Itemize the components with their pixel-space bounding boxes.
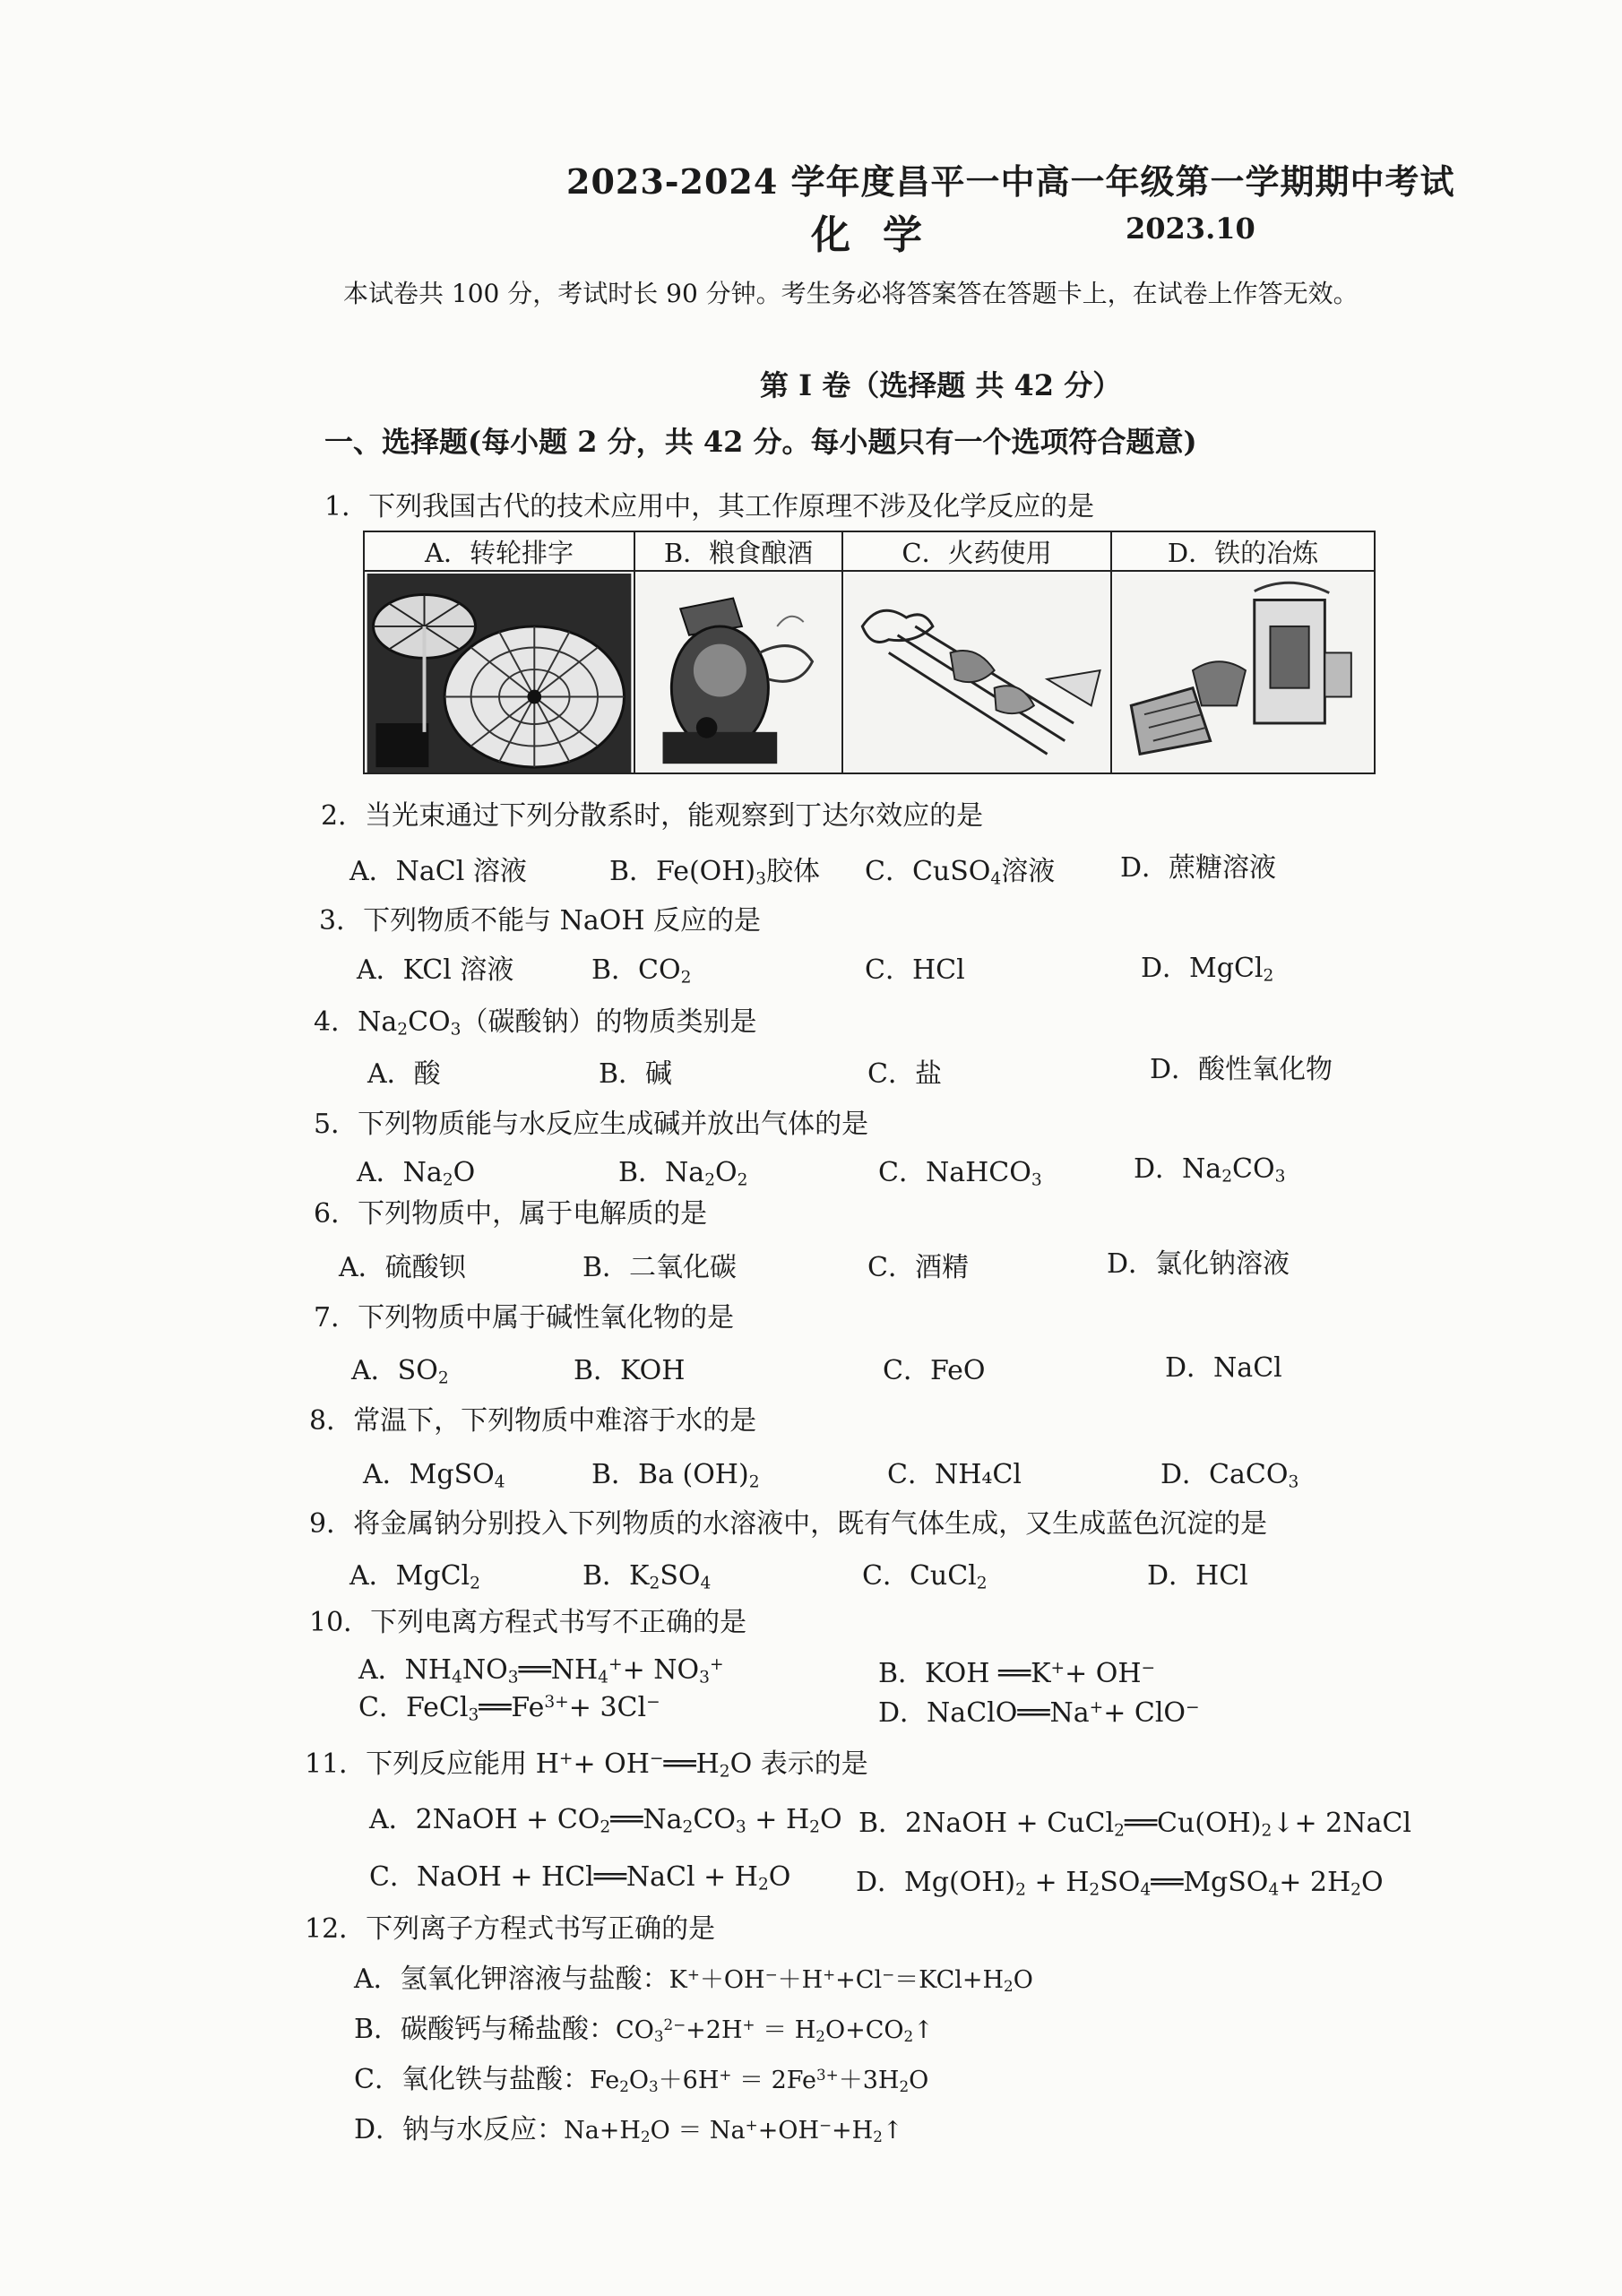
question-9-option-b: B．$K_2SO_4$ bbox=[582, 1560, 712, 1593]
question-8-option-b: B．Ba $(OH)_2$ bbox=[591, 1459, 760, 1492]
table-header-b: B．粮食酿酒 bbox=[635, 532, 841, 572]
subject-title: 化学 bbox=[811, 212, 954, 258]
question-12-equation-a: $K^++OH^-+H^++Cl^-=KCl+H_2O$ bbox=[669, 1964, 1033, 1996]
question-4-option-b: B．碱 bbox=[599, 1058, 673, 1090]
question-11-option-c: C．NaOH + HCl══NaCl + $H_2O$ bbox=[369, 1861, 791, 1895]
table-cell-b bbox=[634, 532, 841, 773]
question-2-option-a: A．NaCl 溶液 bbox=[349, 856, 527, 887]
table-cell-c bbox=[841, 532, 1110, 773]
question-6-option-b: B．二氧化碳 bbox=[582, 1252, 738, 1283]
question-3-option-b: B．$CO_2$ bbox=[591, 954, 692, 988]
question-4-option-a: A．酸 bbox=[367, 1058, 441, 1090]
table-header-d: D．铁的冶炼 bbox=[1112, 532, 1374, 572]
table-header-a: A．转轮排字 bbox=[365, 532, 634, 572]
question-6-option-c: C．酒精 bbox=[867, 1252, 969, 1283]
question-11-option-a: A．2NaOH + $CO_2══Na_2CO_3 + H_2O$ bbox=[369, 1804, 842, 1837]
question-12-label-b: B．碳酸钙与稀盐酸： bbox=[354, 2014, 617, 2045]
question-4-option-d: D．酸性氧化物 bbox=[1150, 1054, 1333, 1085]
question-5-option-c: C．NaHCO$_3$ bbox=[878, 1157, 1042, 1190]
question-9-option-c: C．CuCl$_2$ bbox=[862, 1560, 988, 1593]
question-11-option-b: B．2NaOH + $CuCl_2══Cu(OH)_2↓+$ 2NaCl bbox=[858, 1808, 1411, 1841]
iron-smelting-image bbox=[1112, 574, 1374, 773]
question-6-option-d: D．氯化钠溶液 bbox=[1107, 1248, 1290, 1280]
question-10-option-d: D．NaClO══Na++ ClO− bbox=[878, 1697, 1200, 1729]
question-2-stem: 2．当光束通过下列分散系时，能观察到丁达尔效应的是 bbox=[321, 800, 984, 832]
question-12-label-a: A．氢氧化钾溶液与盐酸： bbox=[354, 1964, 669, 1995]
question-5-option-a: A．$Na_2O$ bbox=[357, 1157, 476, 1190]
question-4-option-c: C．盐 bbox=[867, 1058, 942, 1090]
question-12-option-a bbox=[354, 1956, 1033, 1996]
question-3-option-c: C．HCl bbox=[865, 954, 965, 986]
question-7-stem: 7．下列物质中属于碱性氧化物的是 bbox=[314, 1302, 735, 1334]
question-12-label-c: C．氧化铁与盐酸： bbox=[354, 2064, 590, 2095]
question-9-option-a: A．MgCl$_2$ bbox=[349, 1560, 480, 1593]
table-header-c: C．火药使用 bbox=[843, 532, 1110, 572]
question-8-option-d: D．CaCO$_3$ bbox=[1160, 1459, 1299, 1492]
question-8-stem: 8．常温下，下列物质中难溶于水的是 bbox=[309, 1405, 757, 1437]
question-2-option-d: D．蔗糖溶液 bbox=[1120, 852, 1277, 884]
question-10-option-a: A．$NH_4NO_3══NH_4^++ NO_3^+$ bbox=[358, 1654, 724, 1687]
question-6-option-a: A．硫酸钡 bbox=[339, 1252, 466, 1283]
table-cell-d bbox=[1110, 532, 1374, 773]
question-12-label-d: D．钠与水反应： bbox=[354, 2114, 565, 2145]
grain-brewing-image bbox=[635, 574, 841, 773]
question-8-option-a: A．MgSO$_4$ bbox=[363, 1459, 505, 1492]
exam-title: 2023-2024 学年度昌平一中高一年级第一学期期中考试 bbox=[566, 161, 1455, 202]
question-7-option-d: D．NaCl bbox=[1165, 1352, 1282, 1384]
question-12-option-b bbox=[354, 2007, 934, 2046]
question-3-option-d: D．MgCl$_2$ bbox=[1141, 953, 1274, 986]
question-11-option-d: D．$Mg(OH)_2$ + $H_2SO_4══MgSO_4+ 2H_2O$ bbox=[856, 1867, 1384, 1900]
question-4-stem-text: （碳酸钠）的物质类别是 bbox=[461, 1006, 757, 1038]
question-12-equation-c: $Fe_2O_3+6H^+ = 2Fe^{3+}+3H_2O$ bbox=[589, 2065, 929, 2096]
section-title: 一、选择题(每小题 2 分，共 42 分。每小题只有一个选项符合题意) bbox=[324, 425, 1197, 459]
question-4-stem: 4．$Na_2CO_3$（碳酸钠）的物质类别是 bbox=[314, 1006, 757, 1040]
question-12-stem: 12．下列离子方程式书写正确的是 bbox=[305, 1913, 716, 1945]
question-7-option-b: B．KOH bbox=[574, 1355, 686, 1386]
question-12-option-c bbox=[354, 2057, 928, 2096]
question-11-stem: 11．下列反应能用 $H^++ OH^-══H_2O$ 表示的是 bbox=[305, 1748, 868, 1782]
question-9-stem: 9．将金属钠分别投入下列物质的水溶液中，既有气体生成，又生成蓝色沉淀的是 bbox=[309, 1508, 1268, 1540]
question-5-option-d: D．$Na_2CO_3$ bbox=[1134, 1153, 1286, 1187]
question-1-stem: 1．下列我国古代的技术应用中，其工作原理不涉及化学反应的是 bbox=[324, 491, 1095, 522]
question-5-stem: 5．下列物质能与水反应生成碱并放出气体的是 bbox=[314, 1109, 869, 1140]
question-12-equation-d: $Na+H_2O$ ＝ $Na^++OH^-+H_2↑$ bbox=[564, 2115, 903, 2146]
question-6-stem: 6．下列物质中，属于电解质的是 bbox=[314, 1198, 708, 1230]
question-3-stem: 3．下列物质不能与 NaOH 反应的是 bbox=[319, 905, 762, 937]
question-7-option-c: C．FeO bbox=[883, 1355, 986, 1386]
question-11-stem-text: 表示的是 bbox=[760, 1748, 868, 1780]
question-10-stem: 10．下列电离方程式书写不正确的是 bbox=[309, 1607, 747, 1638]
exam-instructions: 本试卷共 100 分，考试时长 90 分钟。考生务必将答案答在答题卡上，在试卷上作答无效。 bbox=[343, 279, 1359, 308]
question-8-option-c: C．NH₄Cl bbox=[887, 1459, 1022, 1490]
question-12-equation-b: $CO_3^{2-}+2H^+$ ＝ $H_2O+CO_2↑$ bbox=[616, 2015, 934, 2046]
question-9-option-d: D．HCl bbox=[1147, 1560, 1248, 1592]
question-3-option-a: A．KCl 溶液 bbox=[357, 954, 514, 986]
question-12-option-d bbox=[354, 2107, 902, 2146]
exam-date: 2023.10 bbox=[1126, 211, 1255, 246]
question-2-option-c: C．CuSO$_4$溶液 bbox=[865, 856, 1056, 889]
question-10-option-b: B．KOH ══K++ OH− bbox=[878, 1658, 1156, 1689]
rotary-type-wheel-image bbox=[365, 574, 634, 773]
table-cell-a bbox=[365, 532, 634, 773]
question-1-table bbox=[363, 531, 1376, 774]
question-2-option-b: B．$Fe(OH)_3$胶体 bbox=[609, 856, 820, 889]
question-5-option-b: B．$Na_2O_2$ bbox=[618, 1157, 748, 1190]
gunpowder-rocket-image bbox=[843, 574, 1110, 773]
question-10-option-c: C．$FeCl_3══Fe^{3+}+ 3Cl^-$ bbox=[358, 1692, 660, 1725]
part-title: 第 I 卷（选择题 共 42 分） bbox=[760, 368, 1122, 402]
question-7-option-a: A．$SO_2$ bbox=[351, 1355, 449, 1388]
